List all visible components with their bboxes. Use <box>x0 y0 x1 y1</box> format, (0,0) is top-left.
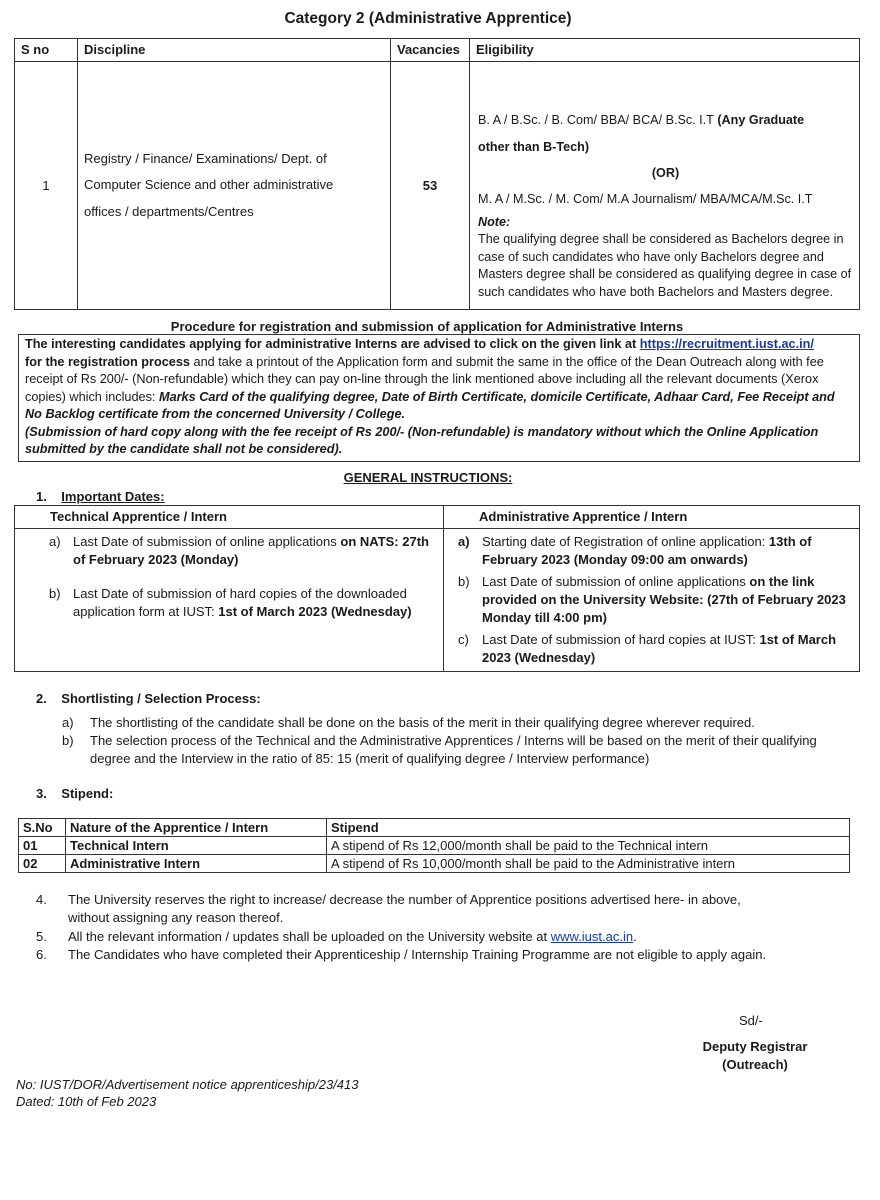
administrative-dates <box>444 529 860 672</box>
note-text: The qualifying degree shall be considered as Bachelors degree in case of such candidates who have only Bachelors degree and Masters degree shall be considered as qualifying degree in case of such candidates who have both Bachelors and Masters degree. <box>478 232 852 299</box>
procedure-title: Procedure for registration and submission of application for Administrative Interns <box>170 319 684 334</box>
table-row <box>15 62 860 310</box>
discipline-line: Registry / Finance/ Examinations/ Dept. of <box>84 150 327 166</box>
header-vacancies: Vacancies <box>391 39 470 62</box>
list-item: b) Last Date of submission of hard copies of the downloaded application form at IUST: 1st of March 2023 (Wednesday) <box>49 585 412 619</box>
row-eligibility <box>470 62 860 310</box>
procedure-mandatory-note: (Submission of hard copy along with the fee receipt of Rs 200/- (Non-refundable) is mandatory without which the Online Application submitted by the candidate shall not be considered). <box>25 424 819 457</box>
header-eligibility: Eligibility <box>470 39 860 62</box>
general-instructions-heading: GENERAL INSTRUCTIONS: <box>343 470 513 485</box>
recruitment-link[interactable]: https://recruitment.iust.ac.in/ <box>639 337 814 351</box>
list-item: a) The shortlisting of the candidate shall be done on the basis of the merit in their qualifying degree wherever required. <box>62 715 755 730</box>
stipend-table <box>18 818 850 873</box>
header-sno: S.No <box>19 819 66 837</box>
category-table <box>14 38 860 310</box>
dates-row <box>15 529 860 672</box>
point-4: 4. The University reserves the right to increase/ decrease the number of Apprentice positions advertised here- in above, without assigning any reason thereof. <box>36 892 741 925</box>
stipend-header-row <box>19 819 850 837</box>
procedure-paragraph: The interesting candidates applying for administrative Interns are advised to click on the given link at https://recruitment.iust.ac.in/ for the registration process and take a printout of the Application form and submit the same in the office of the Dean Outreach along with fee receipt of Rs 200/- (Non-refundable) which they can pay on-line through the link mentioned above including all the relevant documents (Xerox copies) which includes: Marks Card of the qualifying degree, Date of Birth Certificate, domicile Certificate, Adhaar Card, Fee Receipt and No Backlog certificate from the concerned University / College. <box>25 337 835 422</box>
header-stipend: Stipend <box>327 819 850 837</box>
page-title: Category 2 (Administrative Apprentice) <box>284 10 572 27</box>
point-6: 6. The Candidates who have completed their Apprenticeship / Internship Training Programme are not eligible to apply again. <box>36 947 767 962</box>
stipend-heading: 3. Stipend: <box>36 786 114 801</box>
discipline-line: offices / departments/Centres <box>84 203 254 219</box>
table-row: 02 Administrative Intern A stipend of Rs 10,000/month shall be paid to the Administrative intern <box>19 855 850 873</box>
list-item: a) Starting date of Registration of online application: 13th of February 2023 (Monday 09:00 am onwards) <box>458 534 812 567</box>
procedure-box <box>18 334 860 462</box>
header-sno: S no <box>15 39 78 62</box>
university-website-link[interactable]: www.iust.ac.in <box>550 929 634 944</box>
technical-dates <box>15 529 444 672</box>
row-sno: 1 <box>15 62 78 310</box>
important-dates-table <box>14 505 860 672</box>
point-5: 5. All the relevant information / updates shall be uploaded on the University website at www.iust.ac.in. <box>36 929 637 944</box>
list-item: b) The selection process of the Technical and the Administrative Apprentices / Interns will be based on the merit of their qualifying degree and the Interview in the ratio of 85: 15 (merit of qualifying degree / Interview performance) <box>62 732 817 766</box>
eligibility-ug: B. A / B.Sc. / B. Com/ BBA/ BCA/ B.Sc. I.T (Any Graduate <box>478 113 805 127</box>
eligibility-pg: M. A / M.Sc. / M. Com/ M.A Journalism/ MBA/MCA/M.Sc. I.T <box>478 192 813 206</box>
signature-designation: Deputy Registrar <box>702 1039 808 1054</box>
dates-header-row <box>15 506 860 529</box>
shortlisting-heading: 2. Shortlisting / Selection Process: <box>36 691 261 706</box>
signature-office: (Outreach) <box>722 1057 788 1072</box>
note-label: Note: <box>478 215 511 229</box>
list-item: a) Last Date of submission of online applications on NATS: 27th of February 2023 (Monday) <box>49 534 429 567</box>
header-nature: Nature of the Apprentice / Intern <box>66 819 327 837</box>
list-item: c) Last Date of submission of hard copies at IUST: 1st of March 2023 (Wednesday) <box>458 631 837 665</box>
reference-number: No: IUST/DOR/Advertisement notice apprenticeship/23/413 <box>16 1077 359 1092</box>
header-technical: Technical Apprentice / Intern <box>15 506 444 529</box>
row-discipline <box>78 62 391 310</box>
header-discipline: Discipline <box>78 39 391 62</box>
dated: Dated: 10th of Feb 2023 <box>16 1094 157 1109</box>
shortlisting-list <box>62 714 852 768</box>
header-administrative: Administrative Apprentice / Intern <box>444 506 860 529</box>
table-header-row <box>15 39 860 62</box>
discipline-line: Computer Science and other administrative <box>84 177 334 193</box>
row-vacancies: 53 <box>391 62 470 310</box>
table-row: 01 Technical Intern A stipend of Rs 12,000/month shall be paid to the Technical intern <box>19 837 850 855</box>
list-item: b) Last Date of submission of online applications on the link provided on the University Website: (27th of February 2023 Monday till 4:00 pm) <box>458 573 846 625</box>
eligibility-ug-note: other than B-Tech) <box>478 140 590 154</box>
signature-sd: Sd/- <box>739 1013 763 1028</box>
important-dates-heading: 1. Important Dates: <box>36 489 165 504</box>
eligibility-or: (OR) <box>651 166 680 180</box>
